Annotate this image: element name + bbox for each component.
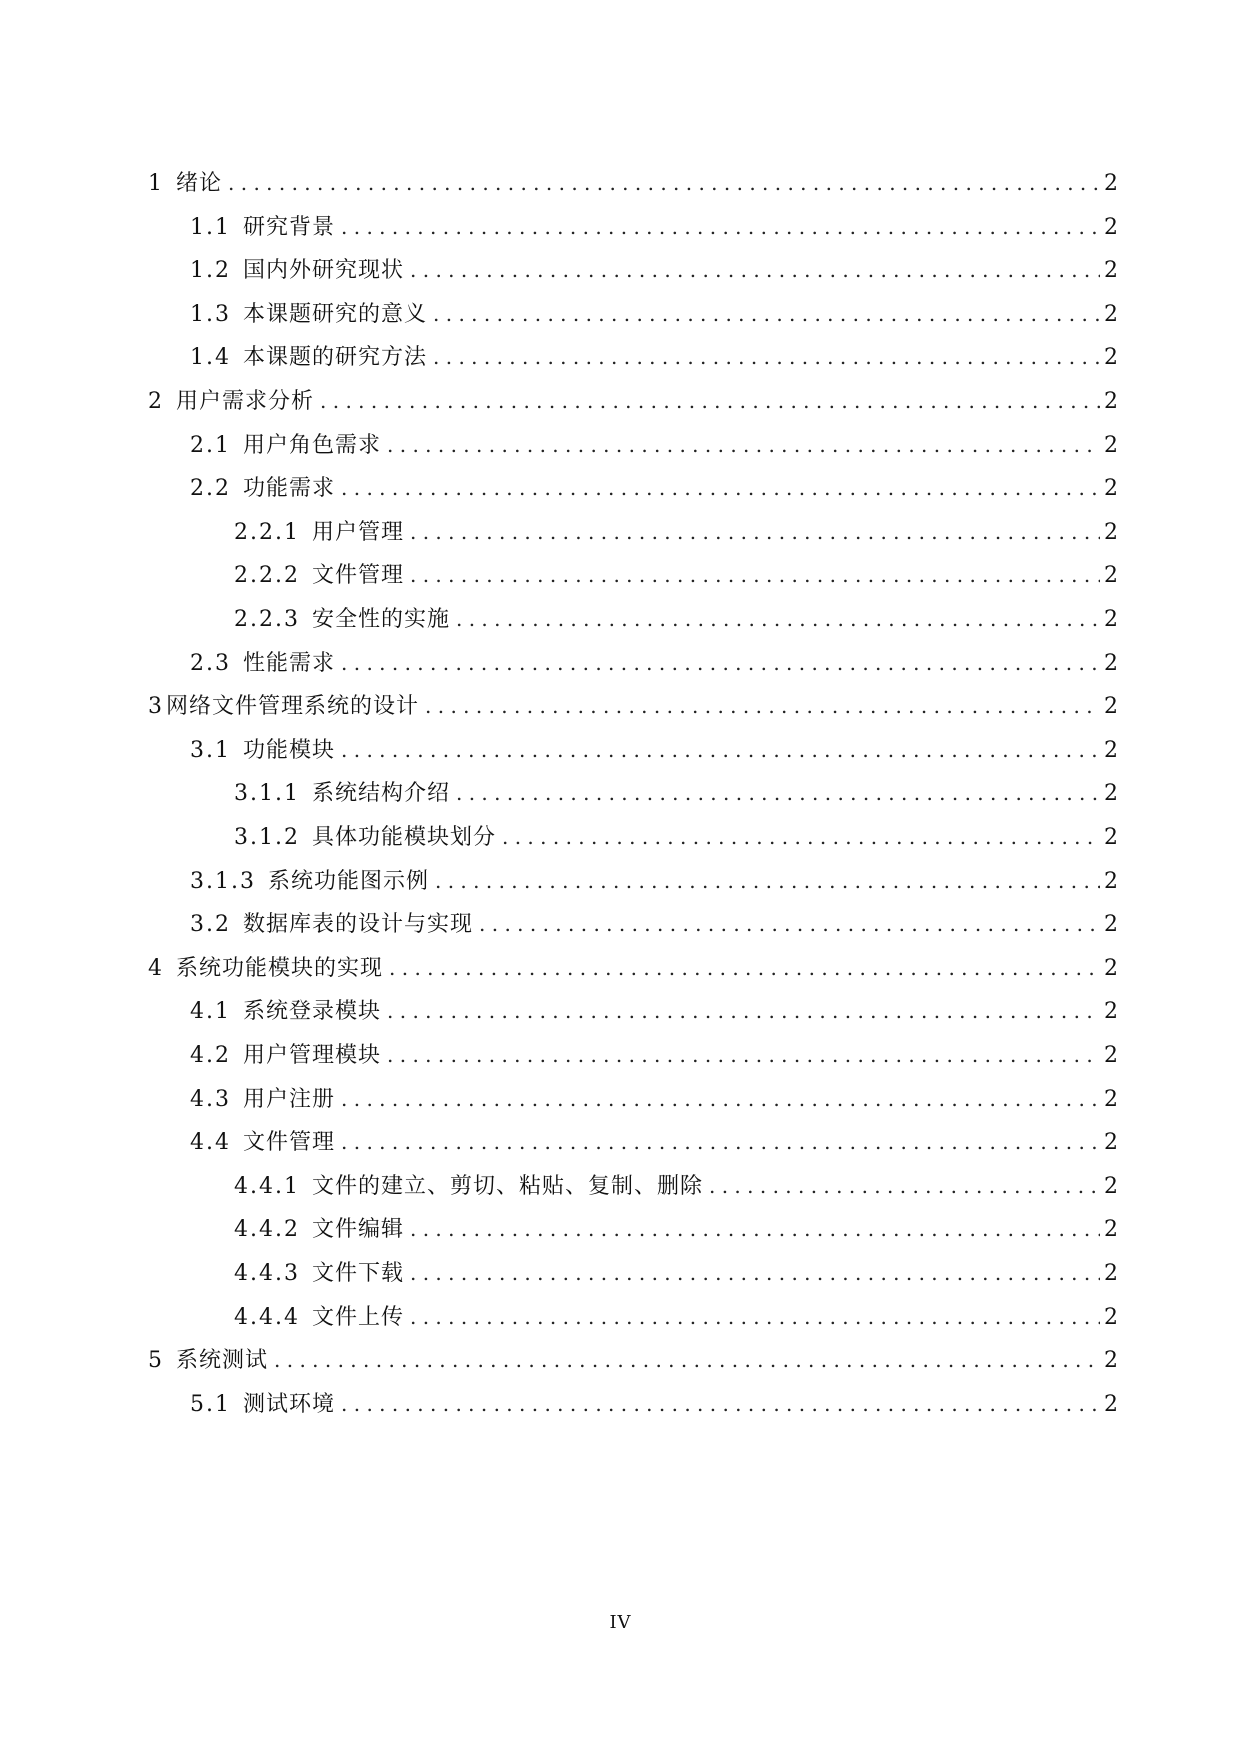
- toc-entry-page: 2: [1104, 868, 1118, 894]
- toc-entry-number: 4.4.4: [234, 1304, 300, 1330]
- toc-dot-leader: [389, 948, 1100, 988]
- toc-entry[interactable]: [190, 468, 1118, 508]
- toc-entry-number: 5.1: [190, 1391, 231, 1417]
- toc-entry-title: 系统功能图示例: [267, 868, 429, 894]
- toc-entry-number: 4.2: [190, 1043, 231, 1068]
- toc-entry-title: 系统结构介绍: [311, 781, 450, 807]
- toc-entry-number: 3: [148, 694, 164, 720]
- toc-entry[interactable]: [148, 381, 1118, 421]
- toc-entry-title: 性能需求: [243, 650, 336, 676]
- toc-entry-page: 2: [1104, 737, 1118, 763]
- toc-dot-leader: [341, 1122, 1100, 1162]
- toc-entry-number: 4.1: [190, 999, 231, 1025]
- toc-entry-page: 2: [1104, 781, 1118, 807]
- toc-dot-leader: [479, 904, 1100, 944]
- toc-entry[interactable]: [148, 163, 1118, 203]
- toc-entry-title: 绪论: [176, 171, 223, 196]
- toc-entry[interactable]: [190, 294, 1118, 334]
- toc-entry-number: 3.1.1: [234, 781, 300, 807]
- toc-entry-page: 2: [1104, 650, 1118, 676]
- toc-entry-number: 4.4: [190, 1130, 231, 1156]
- toc-entry-page: 2: [1104, 1130, 1118, 1156]
- toc-dot-leader: [228, 163, 1100, 203]
- toc-entry[interactable]: [234, 512, 1118, 552]
- toc-entry-title: 本课题研究的意义: [243, 301, 428, 327]
- page-number: IV: [609, 1612, 632, 1633]
- toc-entry-number: 3.1.3: [190, 868, 256, 894]
- toc-dot-leader: [341, 207, 1100, 247]
- toc-dot-leader: [387, 1035, 1100, 1075]
- toc-dot-leader: [341, 468, 1100, 508]
- toc-entry-title: 文件下载: [311, 1261, 404, 1286]
- toc-entry[interactable]: [234, 1166, 1118, 1206]
- toc-entry-page: 2: [1104, 258, 1118, 284]
- toc-dot-leader: [320, 381, 1100, 421]
- toc-entry-title: 测试环境: [243, 1391, 336, 1417]
- toc-entry-page: 2: [1104, 171, 1118, 196]
- toc-entry[interactable]: [190, 1035, 1118, 1075]
- toc-dot-leader: [410, 1209, 1100, 1249]
- toc-entry-page: 2: [1104, 912, 1118, 938]
- toc-dot-leader: [341, 1079, 1100, 1119]
- toc-entry-page: 2: [1104, 1304, 1118, 1330]
- toc-entry-title: 系统登录模块: [243, 999, 382, 1025]
- toc-dot-leader: [410, 1297, 1100, 1337]
- toc-entry-page: 2: [1104, 389, 1118, 414]
- toc-dot-leader: [433, 294, 1100, 334]
- toc-entry[interactable]: [190, 1384, 1118, 1424]
- toc-entry-page: 2: [1104, 825, 1118, 850]
- toc-entry[interactable]: [190, 643, 1118, 683]
- toc-entry-page: 2: [1104, 476, 1118, 502]
- toc-entry[interactable]: [190, 904, 1118, 944]
- toc-entry-title: 文件管理: [311, 563, 404, 589]
- toc-entry-page: 2: [1104, 519, 1118, 545]
- toc-entry-title: 系统功能模块的实现: [176, 955, 384, 981]
- toc-entry-title: 本课题的研究方法: [243, 345, 428, 371]
- toc-entry-title: 用户管理: [311, 519, 404, 545]
- toc-entry-title: 具体功能模块划分: [311, 825, 496, 850]
- toc-entry-page: 2: [1104, 1086, 1118, 1112]
- toc-entry-title: 用户角色需求: [243, 432, 382, 458]
- toc-entry-page: 2: [1104, 1173, 1118, 1199]
- toc-dot-leader: [456, 773, 1100, 813]
- toc-dot-leader: [435, 861, 1100, 901]
- toc-entry[interactable]: [190, 1079, 1118, 1119]
- toc-entry[interactable]: [234, 599, 1118, 639]
- toc-entry-page: 2: [1104, 432, 1118, 458]
- toc-entry-title: 安全性的实施: [311, 607, 450, 632]
- toc-entry-number: 2.2.3: [234, 607, 300, 632]
- toc-dot-leader: [425, 686, 1100, 726]
- toc-dot-leader: [410, 555, 1100, 595]
- toc-entry-number: 3.1.2: [234, 825, 300, 850]
- toc-entry-number: 2.2: [190, 476, 231, 502]
- toc-entry-number: 4.3: [190, 1086, 231, 1112]
- toc-entry-page: 2: [1104, 345, 1118, 371]
- toc-entry-number: 5: [148, 1348, 164, 1374]
- toc-entry-page: 2: [1104, 301, 1118, 327]
- toc-entry-title: 文件编辑: [311, 1217, 404, 1243]
- toc-dot-leader: [274, 1340, 1100, 1380]
- toc-dot-leader: [709, 1166, 1100, 1206]
- toc-dot-leader: [341, 1384, 1100, 1424]
- toc-entry-page: 2: [1104, 1261, 1118, 1286]
- toc-dot-leader: [341, 730, 1100, 770]
- toc-entry[interactable]: [148, 948, 1118, 988]
- toc-entry-title: 功能模块: [243, 737, 336, 763]
- toc-entry[interactable]: [234, 1253, 1118, 1293]
- toc-dot-leader: [502, 817, 1100, 857]
- toc-dot-leader: [387, 425, 1100, 465]
- toc-entry-page: 2: [1104, 1391, 1118, 1417]
- toc-dot-leader: [341, 643, 1100, 683]
- toc-entry-number: 2.3: [190, 650, 231, 676]
- toc-entry[interactable]: [234, 773, 1118, 813]
- toc-entry-page: 2: [1104, 1348, 1118, 1374]
- toc-entry-page: 2: [1104, 1217, 1118, 1243]
- toc-entry-number: 3.1: [190, 737, 231, 763]
- toc-entry-title: 研究背景: [243, 214, 336, 240]
- toc-entry-number: 4.4.3: [234, 1261, 300, 1286]
- toc-dot-leader: [410, 512, 1100, 552]
- toc-entry-title: 功能需求: [243, 476, 336, 502]
- toc-entry[interactable]: [190, 861, 1118, 901]
- toc-entry-page: 2: [1104, 1043, 1118, 1068]
- toc-entry[interactable]: [234, 817, 1118, 857]
- toc-dot-leader: [433, 337, 1100, 377]
- toc-dot-leader: [387, 991, 1100, 1031]
- toc-entry[interactable]: [190, 250, 1118, 290]
- toc-entry[interactable]: [190, 207, 1118, 247]
- toc-entry-page: 2: [1104, 999, 1118, 1025]
- toc-entry[interactable]: [190, 425, 1118, 465]
- toc-entry-title: 国内外研究现状: [243, 258, 405, 284]
- toc-entry-page: 2: [1104, 955, 1118, 981]
- toc-entry-title: 用户需求分析: [176, 389, 315, 414]
- toc-entry-number: 2.2.1: [234, 519, 300, 545]
- toc-entry[interactable]: [190, 337, 1118, 377]
- toc-entry-number: 4: [148, 955, 164, 981]
- toc-entry[interactable]: [234, 1297, 1118, 1337]
- toc-entry-number: 1: [148, 171, 164, 196]
- toc-dot-leader: [410, 1253, 1100, 1293]
- toc-entry[interactable]: [148, 686, 1118, 726]
- toc-entry-number: 1.1: [190, 214, 231, 240]
- toc-entry[interactable]: [190, 730, 1118, 770]
- toc-entry[interactable]: [234, 1209, 1118, 1249]
- toc-entry-title: 数据库表的设计与实现: [243, 912, 474, 938]
- toc-entry-number: 1.3: [190, 301, 231, 327]
- toc-entry-title: 系统测试: [176, 1348, 269, 1374]
- toc-entry[interactable]: [148, 1340, 1118, 1380]
- toc-dot-leader: [410, 250, 1100, 290]
- toc-entry-page: 2: [1104, 607, 1118, 632]
- toc-entry-title: 用户注册: [243, 1086, 336, 1112]
- toc-entry-number: 4.4.1: [234, 1173, 300, 1199]
- toc-entry-page: 2: [1104, 694, 1118, 720]
- toc-dot-leader: [456, 599, 1100, 639]
- toc-entry-number: 1.4: [190, 345, 231, 371]
- toc-entry-number: 2.1: [190, 432, 231, 458]
- toc-entry-number: 2.2.2: [234, 563, 300, 589]
- toc-entry-title: 网络文件管理系统的设计: [166, 694, 420, 720]
- toc-entry[interactable]: [190, 1122, 1118, 1162]
- toc-entry-page: 2: [1104, 563, 1118, 589]
- toc-entry-number: 4.4.2: [234, 1217, 300, 1243]
- toc-entry-title: 文件管理: [243, 1130, 336, 1156]
- toc-entry-title: 用户管理模块: [243, 1043, 382, 1068]
- toc-entry-number: 3.2: [190, 912, 231, 938]
- toc-entry-page: 2: [1104, 214, 1118, 240]
- toc-entry-number: 2: [148, 389, 164, 414]
- toc-entry-number: 1.2: [190, 258, 231, 284]
- toc-entry-title: 文件的建立、剪切、粘贴、复制、删除: [311, 1173, 703, 1199]
- toc-entry[interactable]: [234, 555, 1118, 595]
- toc-entry-title: 文件上传: [311, 1304, 404, 1330]
- toc-entry[interactable]: [190, 991, 1118, 1031]
